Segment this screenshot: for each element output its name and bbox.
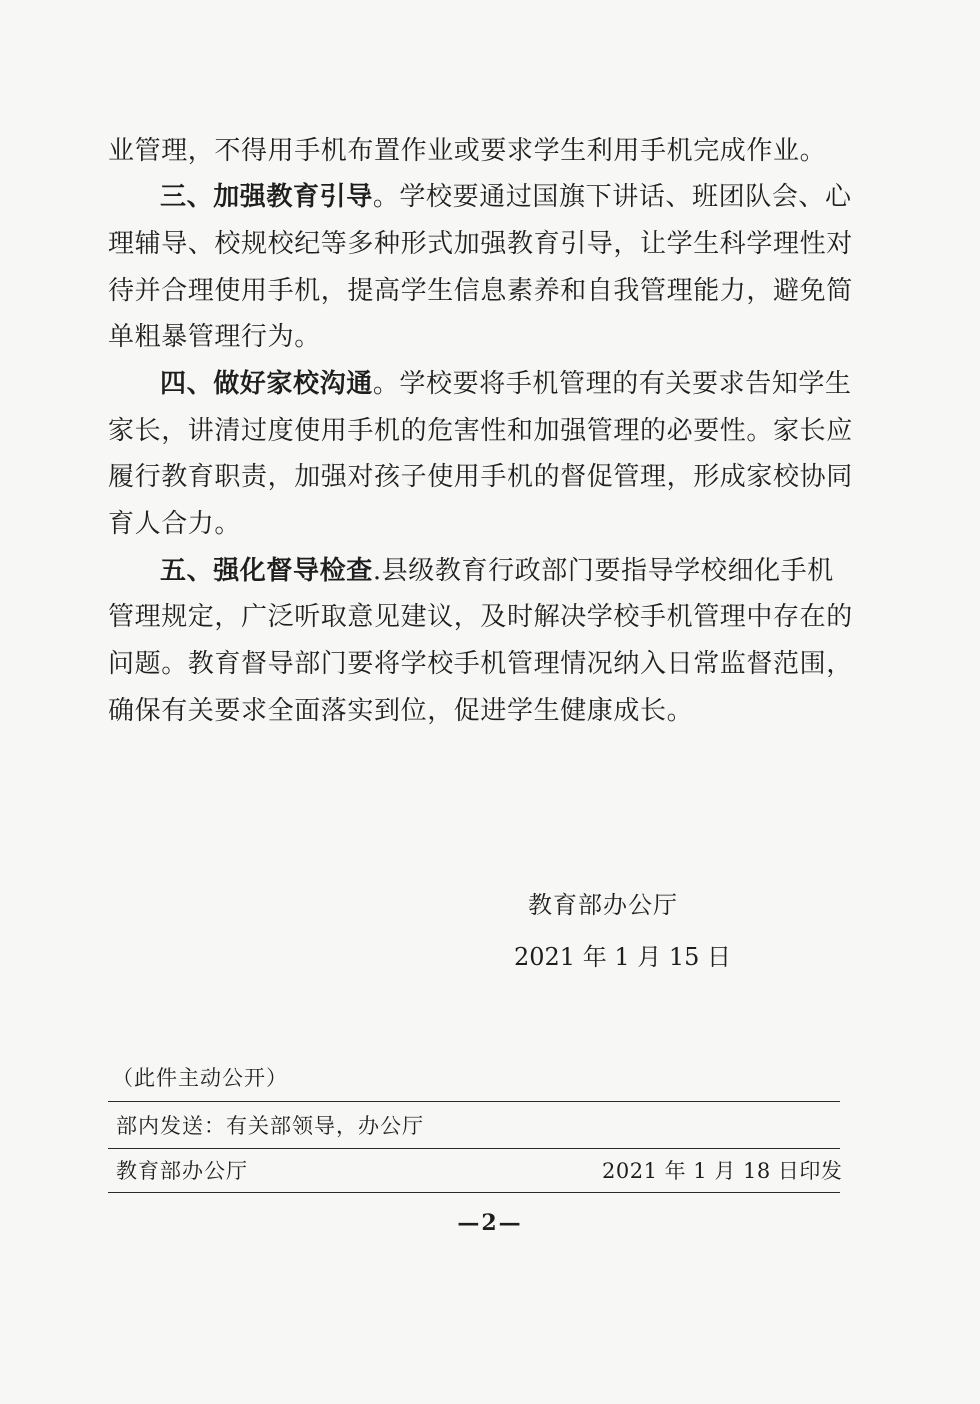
section-5-paragraph — [160, 556, 850, 586]
body-line: 确保有关要求全面落实到位，促进学生健康成长。 — [108, 696, 694, 726]
body-line: 理辅导、校规校纪等多种形式加强教育引导，让学生科学理性对 — [108, 229, 853, 259]
body-line: 家长，讲清过度使用手机的危害性和加强管理的必要性。家长应 — [108, 416, 853, 446]
body-line: 业管理，不得用手机布置作业或要求学生利用手机完成作业。 — [108, 136, 827, 166]
section-3-heading: 三、加强教育引导 — [160, 182, 373, 212]
disclosure-note: （此件主动公开） — [112, 1066, 288, 1090]
footer-rule-middle — [108, 1148, 840, 1149]
body-line: 育人合力。 — [108, 509, 242, 539]
body-line: 问题。教育督导部门要将学校手机管理情况纳入日常监督范围， — [108, 649, 853, 679]
body-text: .县级教育行政部门要指导学校细化手机 — [372, 556, 834, 586]
section-4-paragraph — [160, 369, 850, 399]
issuer: 教育部办公厅 — [116, 1159, 248, 1183]
body-line: 履行教育职责，加强对孩子使用手机的督促管理，形成家校协同 — [108, 462, 853, 492]
footer-rule-top — [108, 1101, 840, 1102]
signature-org: 教育部办公厅 — [528, 891, 678, 919]
body-line: 待并合理使用手机，提高学生信息素养和自我管理能力，避免简 — [108, 276, 853, 306]
body-line: 单粗暴管理行为。 — [108, 322, 321, 352]
footer-rule-bottom — [108, 1192, 840, 1193]
page-number: —2— — [457, 1210, 523, 1236]
section-5-heading: 五、强化督导检查 — [160, 556, 373, 586]
body-text: 。学校要通过国旗下讲话、班团队会、心 — [372, 182, 852, 212]
section-3-paragraph — [160, 182, 850, 212]
body-line: 管理规定，广泛听取意见建议，及时解决学校手机管理中存在的 — [108, 602, 853, 632]
section-4-heading: 四、做好家校沟通 — [160, 369, 373, 399]
signature-date: 2021 年 1 月 15 日 — [514, 943, 732, 971]
body-text: 。学校要将手机管理的有关要求告知学生 — [372, 369, 852, 399]
issue-date: 2021 年 1 月 18 日印发 — [602, 1159, 843, 1183]
distribution-line: 部内发送：有关部领导，办公厅 — [116, 1114, 424, 1138]
